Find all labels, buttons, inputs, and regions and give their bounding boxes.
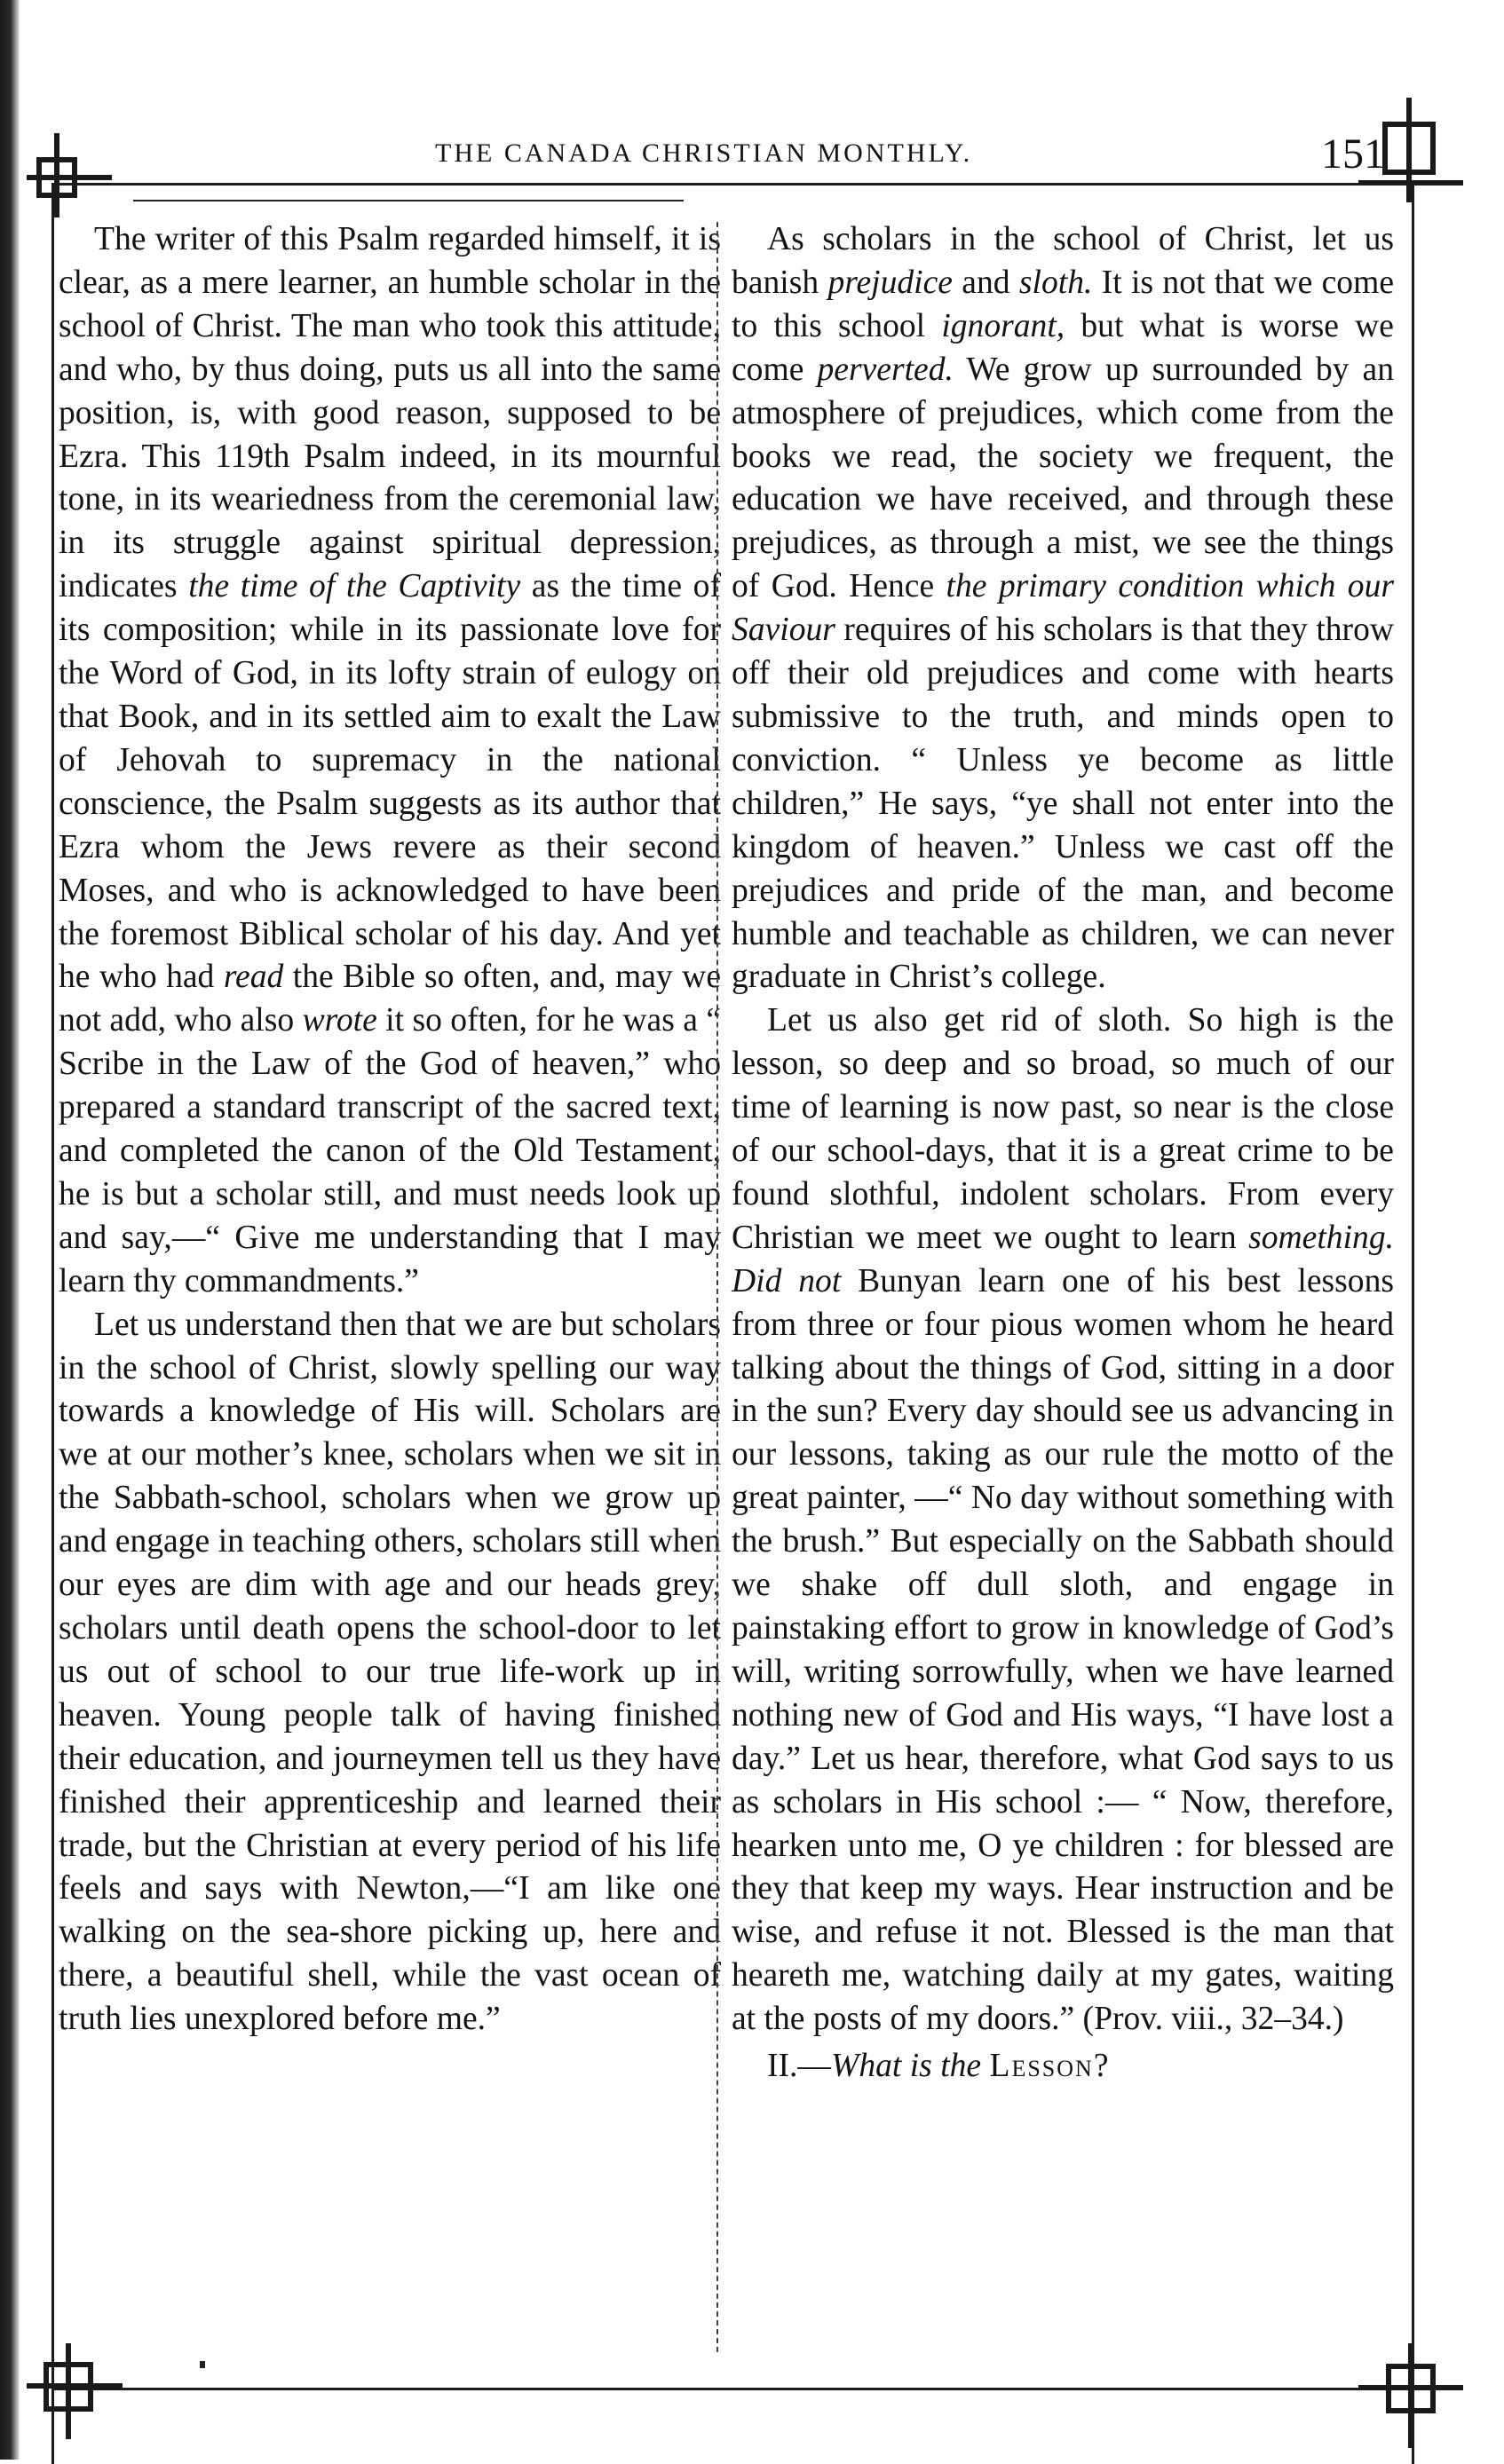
corner-ornament-top-left [27,124,115,222]
paragraph-scholars: Let us understand then that we are but scholars in the school of Christ, slowly spelling our way towards a knowledge of His will. Scholars are we at our mother’s knee, scholars when we sit in the Sabbath-school, scholars when we grow up and engage in teaching others, scholars still when our eyes are dim with age and our heads grey, scholars until death opens the school-door to let us out of school to our true life-work up in heaven. Young people talk of having finished their education, and journeymen tell us they have finished their apprenticeship and learned their trade, but the Christian at every period of his life feels and says with Newton,—“I am like one walking on the sea-shore picking up, here and there, a beautiful shell, while the vast ocean of truth lies unexplored before me.” [59,1306,721,2038]
page-edge-shadow [0,0,20,2460]
corner-ornament-bottom-left [27,2343,124,2441]
frame-top-rule [53,183,1412,186]
section-heading: II.—What is the Lesson? [767,2048,1111,2085]
printer-mark [200,2361,205,2368]
running-title: THE CANADA CHRISTIAN MONTHLY. [435,138,973,168]
left-column [59,218,721,2041]
frame-left-rule [51,183,54,2464]
page-header [133,130,1394,183]
corner-ornament-bottom-right [1358,2343,1465,2450]
paragraph-sloth: Let us also get rid of sloth. So high is the lesson, so deep and so broad, so much of our time of learning is now past, so near is the close of our school-days, that it is a great crime to be found slothful, indolent scholars. From every Christian we meet we ought to learn something. Did not Bunyan learn one of his best lessons from three or four pious women whom he heard talking about the things of God, sitting in a door in the sun? Every day should see us advancing in our lessons, taking as our rule the motto of the great painter, —“ No day without something with the brush.” But especially on the Sabbath should we shake off dull sloth, and engage in painstaking effort to grow in knowledge of God’s will, writing sorrowfully, when we have learned nothing new of God and His ways, “I have lost a day.” Let us hear, therefore, what God says to us as scholars in His school :— “ Now, therefore, hearken unto me, O ye children : for blessed are they that keep my ways. Hear instruction and be wise, and refuse it not. Blessed is the man that heareth me, watching daily at my gates, waiting at the posts of my doors.” (Prov. viii., 32–34.) [732,1002,1395,2038]
right-column [732,218,1394,2089]
page-number: 151 [1321,130,1385,178]
paragraph-psalm-author: The writer of this Psalm regarded himself, it is clear, as a mere learner, an humble scholar in the school of Christ. The man who took this attitude, and who, by thus doing, puts us all into the same position, is, with good reason, supposed to be Ezra. This 119th Psalm indeed, in its mournful tone, in its weariedness from the ceremonial law, in its struggle against spiritual depression, indicates the time of the Captivity as the time of its composition; while in its passionate love for the Word of God, in its lofty strain of eulogy on that Book, and in its settled aim to exalt the Law of Jehovah to supremacy in the national conscience, the Psalm suggests as its author that Ezra whom the Jews revere as their second Moses, and who is acknowledged to have been the foremost Biblical scholar of his day. And yet he who had read the Bible so often, and, may we not add, who also wrote it so often, for he was a “ Scribe in the Law of the God of heaven,” who prepared a standard transcript of the sacred text, and completed the canon of the Old Testament, he is but a scholar still, and must needs look up and say,—“ Give me understanding that I may learn thy commandments.” [59,221,722,1299]
header-rule [133,200,684,201]
frame-bottom-rule [53,2388,1412,2390]
frame-right-rule [1412,183,1414,2464]
paragraph-prejudice: As scholars in the school of Christ, let us banish prejudice and sloth. It is not that we come to this school ignorant, but what is worse we come perverted. We grow up surrounded by an atmosphere of prejudices, which come from the books we read, the society we frequent, the education we have received, and through these prejudices, as through a mist, we see the things of God. Hence the primary condition which our Saviour requires of his scholars is that they throw off their old prejudices and come with hearts submissive to the truth, and minds open to conviction. “ Unless ye become as little children,” He says, “ye shall not enter into the kingdom of heaven.” Unless we cast off the prejudices and pride of the man, and become humble and teachable as children, we can never graduate in Christ’s college. [732,221,1394,996]
column-divider [716,222,718,2352]
